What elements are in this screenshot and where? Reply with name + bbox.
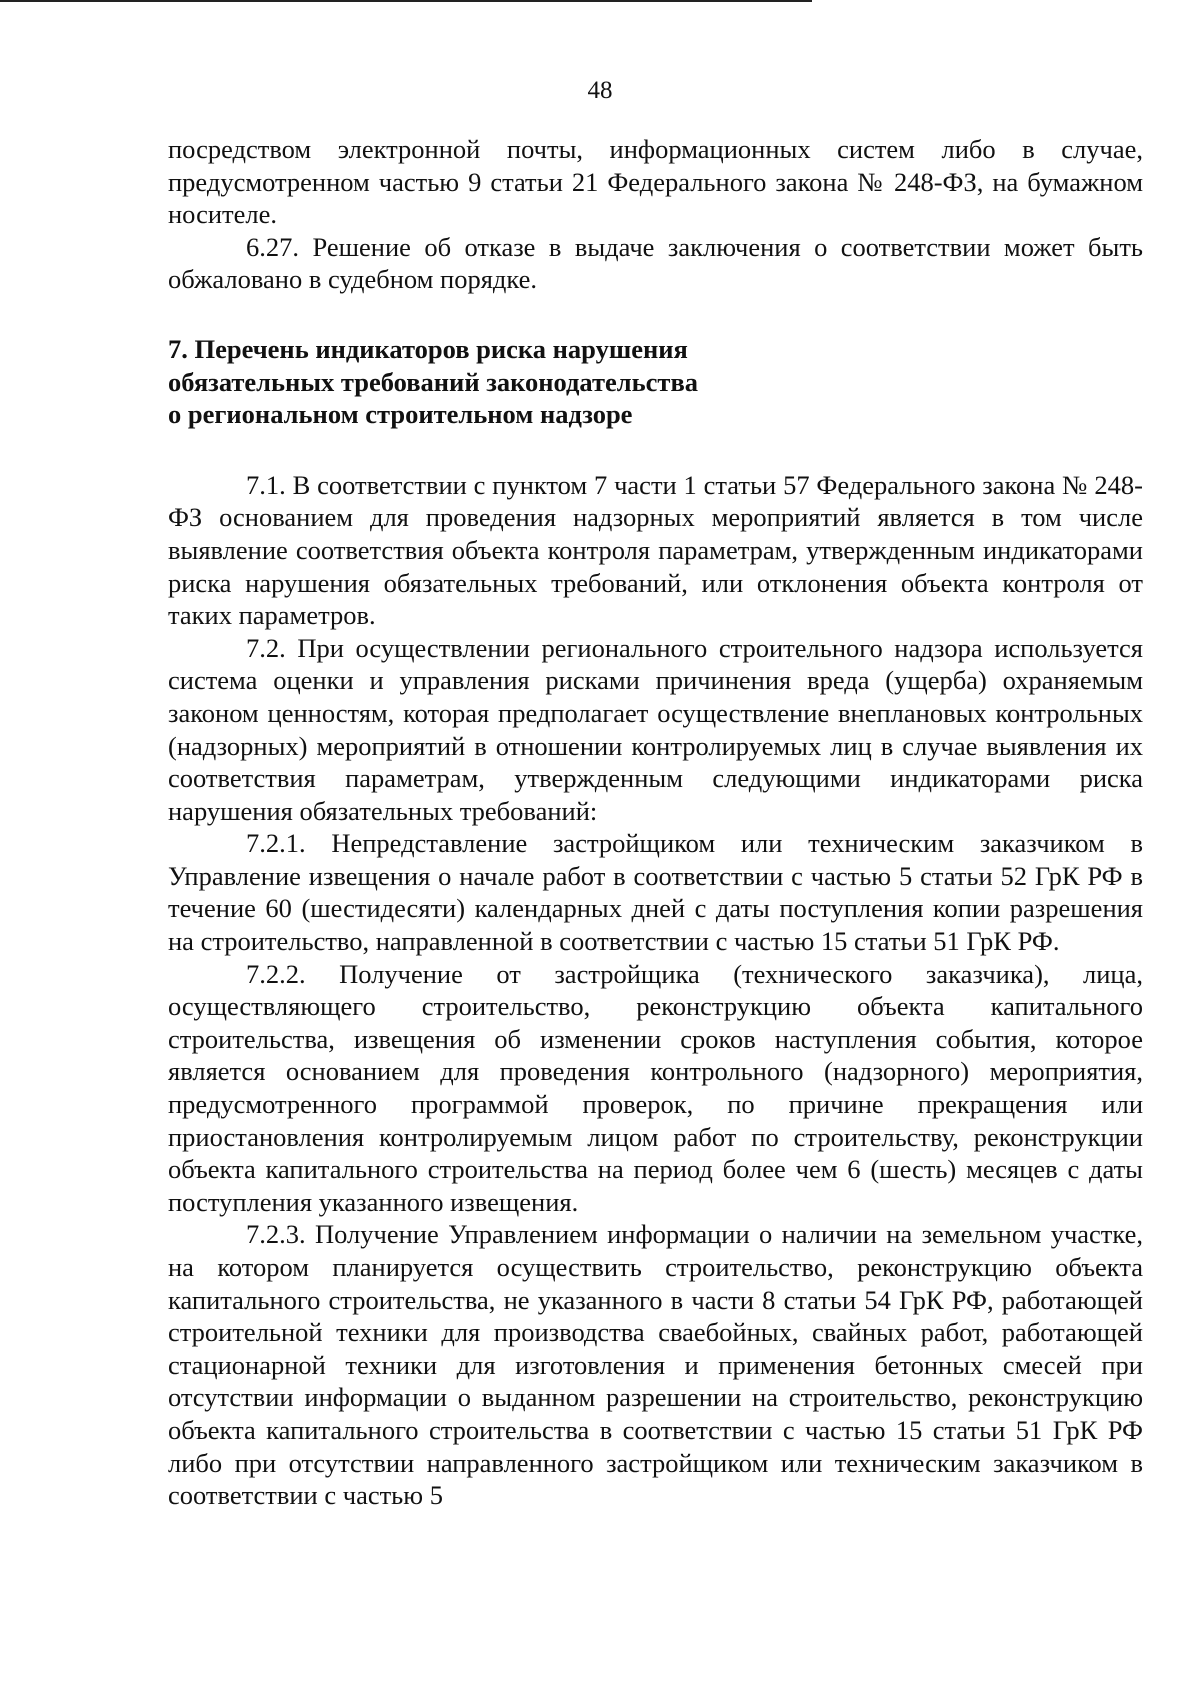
- section-heading-line: обязательных требований законодательства: [168, 366, 698, 397]
- paragraph-7-2-1: 7.2.1. Непредставление застройщиком или техническим заказчиком в Управление извещения о начале работ в соответствии с частью 5 статьи 52 ГрК РФ в течение 60 (шестидесяти) календарных дней с даты поступления копии разрешения на строительство, направленной в соответствии с частью 15 статьи 51 ГрК РФ.: [168, 828, 1143, 957]
- paragraph-7-2: 7.2. При осуществлении регионального строительного надзора используется система оценки и управления рисками причинения вреда (ущерба) охраняемым законом ценностям, которая предполагает осуществление внеплановых контрольных (надзорных) мероприятий в отношении контролируемых лиц в случае выявления их соответствия параметрам, утвержденным следующими индикаторами риска нарушения обязательных требований:: [168, 632, 1143, 826]
- paragraph-continuation: посредством электронной почты, информационных систем либо в случае, предусмотренном частью 9 статьи 21 Федерального закона № 248-ФЗ, на бумажном носителе.: [168, 134, 1143, 230]
- paragraph-6-27: 6.27. Решение об отказе в выдаче заключения о соответствии может быть обжаловано в судебном порядке.: [168, 231, 1143, 295]
- paragraph-7-2-3: 7.2.3. Получение Управлением информации о наличии на земельном участке, на котором планируется осуществить строительство, реконструкцию объекта капитального строительства, не указанного в части 8 статьи 54 ГрК РФ, работающей строительной техники для производства сваебойных, свайных работ, работающей стационарной техники для изготовления и применения бетонных смесей при отсутствии информации о выданном разрешении на строительство, реконструкцию объекта капитального строительства в соответствии с частью 15 статьи 51 ГрК РФ либо при отсутствии направленного застройщиком или техническим заказчиком в соответствии с частью 5: [168, 1219, 1143, 1511]
- page-number: 48: [587, 77, 613, 104]
- section-heading-line: о региональном строительном надзоре: [168, 399, 633, 430]
- section-heading: [168, 333, 1143, 431]
- document-body: [168, 133, 1143, 1512]
- paragraph-7-2-2: 7.2.2. Получение от застройщика (технического заказчика), лица, осуществляющего строительство, реконструкцию объекта капитального строительства, извещения об изменении сроков наступления события, которое является основанием для проведения контрольного (надзорного) мероприятия, предусмотренного программой проверок, по причине прекращения или приостановления контролируемым лицом работ по строительству, реконструкции объекта капитального строительства на период более чем 6 (шесть) месяцев с даты поступления указанного извещения.: [168, 958, 1143, 1217]
- section-heading-line: 7. Перечень индикаторов риска нарушения: [168, 333, 688, 364]
- paragraph-7-1: 7.1. В соответствии с пунктом 7 части 1 статьи 57 Федерального закона № 248-ФЗ основанием для проведения надзорных мероприятий является в том числе выявление соответствия объекта контроля параметрам, утвержденным индикаторами риска нарушения обязательных требований, или отклонения объекта контроля от таких параметров.: [168, 469, 1143, 631]
- top-scan-rule: [0, 0, 812, 2]
